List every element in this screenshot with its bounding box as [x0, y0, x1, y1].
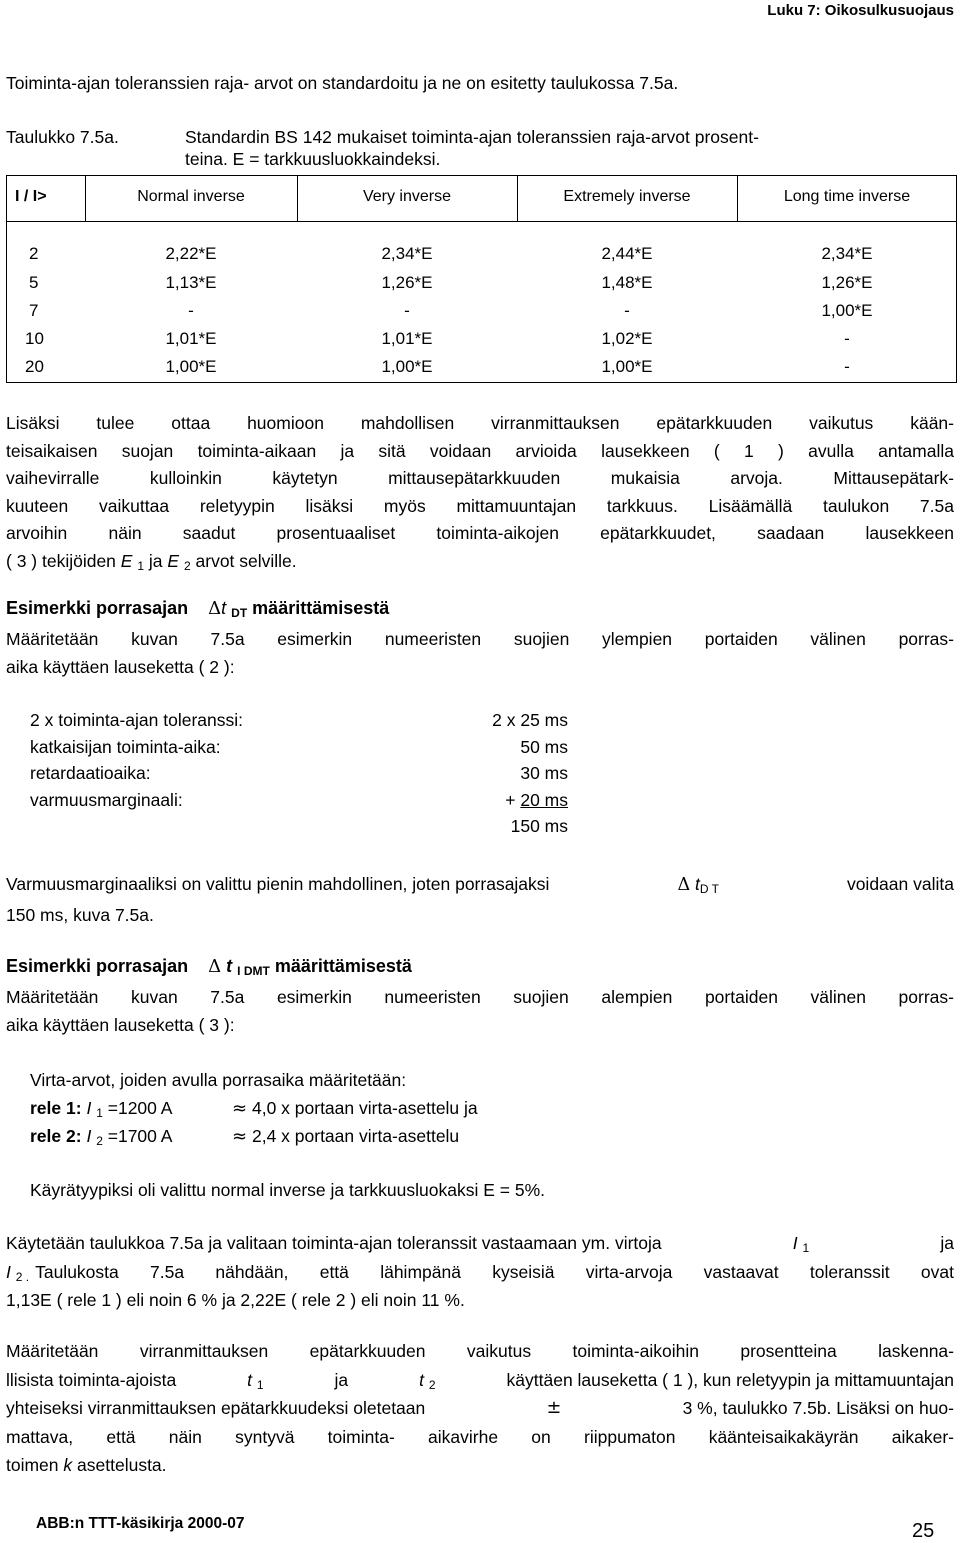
table-caption-line1: Standardin BS 142 mukaiset toiminta-ajan toleranssien raja-arvot prosent-	[185, 127, 759, 147]
text-line: vaihevirralle kulloinkin käytetyn mittausepätarkkuuden mukaisia arvoja. Mittausepätark-	[6, 468, 954, 488]
text-line: mattava, että näin syntyvä toiminta- aikavirhe on riippumaton käänteisaikakäyrän aikaker-	[6, 1426, 954, 1447]
text-line: Lisäksi tulee ottaa huomioon mahdollisen virranmittauksen epätarkkuuden vaikutus kään-	[6, 413, 954, 433]
table-cell: -	[844, 329, 850, 348]
table-cell: -	[188, 301, 194, 320]
text-line: llisista toiminta-ajoista t $_1$ ja t $_2$ käyttäen lauseketta ( 1 ), kun reletyypin ja mittamuuntajan	[6, 1369, 954, 1392]
table-header-ratio: I / I>	[15, 188, 47, 205]
text-line: Määritetään kuvan 7.5a esimerkin numeeristen suojien ylempien portaiden välinen porras-	[6, 629, 954, 649]
text-line: I $_{2 .}$ Taulukosta 7.5a nähdään, että lähimpänä kyseisiä virta-arvoja vastaavat toleranssit ovat	[6, 1261, 954, 1284]
paragraph-measurement-error	[6, 410, 954, 575]
paragraph-time-error	[6, 1337, 954, 1480]
table-cell: 1,26*E	[821, 273, 873, 292]
table-caption-label: Taulukko 7.5a.	[6, 127, 119, 147]
rele1-approx: ≈ 4,0 x portaan virta-asettelu ja	[232, 1098, 478, 1119]
calc-label: retardaatioaika:	[30, 763, 151, 783]
text-line: Määritetään virranmittauksen epätarkkuuden vaikutus toiminta-aikoihin prosentteina laskenna-	[6, 1341, 954, 1361]
table-cell: 1,00*E	[381, 357, 433, 376]
section-heading-idmt: Esimerkki porrasajan Δ t $_{I DMT}$ määrittämisestä	[6, 956, 412, 978]
table-cell: 20	[25, 357, 44, 376]
intro-text: Toiminta-ajan toleranssien raja- arvot on standardoitu ja ne on esitetty taulukossa 7.5a.	[6, 73, 679, 93]
calc-label: katkaisijan toiminta-aika:	[30, 736, 221, 757]
section2-text	[6, 984, 954, 1039]
rele1-line: rele 1: I $_1$ =1200 A	[30, 1098, 173, 1120]
text-line: arvoihin näin saadut prosentuaaliset toiminta-aikojen epätarkkuudet, saadaan lausekkeen	[6, 523, 954, 543]
calc-values	[420, 707, 568, 840]
table-header-normal: Normal inverse	[137, 188, 245, 205]
rele2-approx: ≈ 2,4 x portaan virta-asettelu	[232, 1126, 460, 1147]
table-cell: 1,48*E	[601, 273, 653, 292]
table-cell: 2,34*E	[821, 244, 873, 263]
table-cell: 1,01*E	[381, 329, 433, 348]
text-line: toimen k asettelusta.	[6, 1455, 167, 1475]
table-caption-line2: teina. E = tarkkuusluokkaindeksi.	[185, 149, 441, 169]
table-cell: 2,44*E	[601, 244, 653, 263]
table-cell: 10	[25, 329, 44, 348]
chapter-header: Luku 7: Oikosulkusuojaus	[767, 2, 954, 19]
table-cell: -	[844, 357, 850, 376]
table-cell: 1,13*E	[165, 273, 217, 292]
text-line: Käytetään taulukkoa 7.5a ja valitaan toiminta-ajan toleranssit vastaamaan ym. virtoja I $_1$ ja	[6, 1233, 954, 1255]
footer-source: ABB:n TTT-käsikirja 2000-07	[36, 1515, 245, 1532]
table-header-longtime: Long time inverse	[783, 188, 911, 205]
text-line: 150 ms, kuva 7.5a.	[6, 905, 154, 925]
table-cell: 1,00*E	[165, 357, 217, 376]
text-line: 1,13E ( rele 1 ) eli noin 6 % ja 2,22E ( rele 2 ) eli noin 11 %.	[6, 1290, 465, 1310]
plus-minus-icon: ±	[546, 1398, 562, 1418]
text-line: aika käyttäen lauseketta ( 2 ):	[6, 656, 235, 677]
table-cell: 7	[29, 301, 39, 320]
table-cell: 2,34*E	[381, 244, 433, 263]
calc-label: varmuusmarginaali:	[30, 789, 183, 810]
approx-icon: ≈	[232, 1098, 248, 1119]
table-header-extremely: Extremely inverse	[563, 188, 691, 205]
curve-type-text: Käyrätyypiksi oli valittu normal inverse ja tarkkuusluokaksi E = 5%.	[30, 1180, 546, 1200]
section1-text	[6, 626, 954, 681]
text-line: Määritetään kuvan 7.5a esimerkin numeeristen suojien alempien portaiden välinen porras-	[6, 987, 954, 1007]
text-line: yhteiseksi virranmittauksen epätarkkuudeksi oletetaan ± 3 %, taulukko 7.5b. Lisäksi on huo-	[6, 1394, 954, 1423]
table-cell: 1,00*E	[821, 301, 873, 320]
section-heading-dt: Esimerkki porrasajan Δt $_{DT}$ määrittämisestä	[6, 598, 390, 620]
table-header-rule	[7, 221, 956, 222]
approx-icon: ≈	[232, 1126, 248, 1147]
calc-value: + 20 ms	[505, 789, 568, 810]
table-cell: 2	[29, 244, 39, 263]
text-line: aika käyttäen lauseketta ( 3 ):	[6, 1014, 235, 1035]
text-line: ( 3 ) tekijöiden E $_1$ ja E $_2$ arvot selville.	[6, 550, 297, 573]
text-line: teisaikaisen suojan toiminta-aikaan ja sitä voidaan arvioida lausekkeen ( 1 ) avulla antamalla	[6, 440, 954, 461]
table-cell: 5	[29, 273, 39, 292]
table-header-very: Very inverse	[362, 188, 452, 205]
table-cell: -	[404, 301, 410, 320]
calc-value: 50 ms	[520, 736, 568, 757]
calc-label: 2 x toiminta-ajan toleranssi:	[30, 710, 244, 730]
paragraph-dt-result	[6, 869, 954, 930]
calc-value: 2 x 25 ms	[492, 710, 568, 730]
table-cell: -	[624, 301, 630, 320]
table-cell: 1,00*E	[601, 357, 653, 376]
calc-total: 150 ms	[510, 816, 568, 836]
text-line: kuuteen vaikuttaa reletyypin lisäksi myös mittamuuntajan tarkkuus. Lisäämällä taulukon 7.5a	[6, 495, 954, 516]
table-cell: 1,01*E	[165, 329, 217, 348]
paragraph-tolerances	[6, 1229, 954, 1315]
table-cell: 1,02*E	[601, 329, 653, 348]
table-cell: 2,22*E	[165, 244, 217, 263]
tolerance-table	[6, 175, 957, 383]
calc-labels	[30, 707, 243, 813]
rele2-line: rele 2: I $_2$ =1700 A	[30, 1126, 173, 1148]
table-cell: 1,26*E	[381, 273, 433, 292]
calc-value: 30 ms	[520, 763, 568, 783]
page-number: 25	[912, 1520, 935, 1542]
text-line: Varmuusmarginaaliksi on valittu pienin mahdollinen, joten porrasajaksi Δ $t_{D T}$ voidaan valita	[6, 874, 954, 896]
currents-intro: Virta-arvot, joiden avulla porrasaika määritetään:	[30, 1070, 407, 1090]
